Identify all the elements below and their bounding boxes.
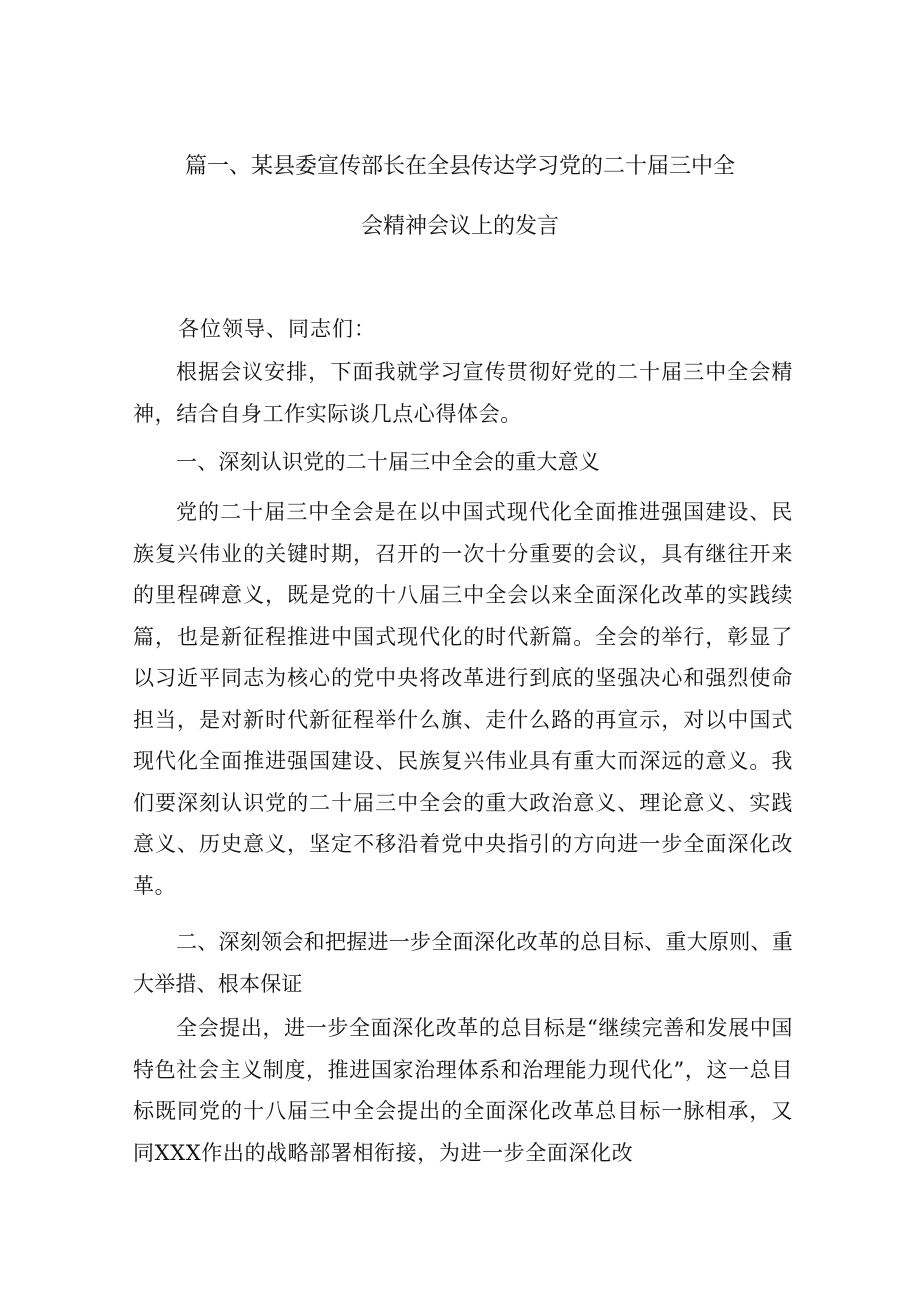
document-title-line-1: 篇一、某县委宣传部长在全县传达学习党的二十届三中全 (184, 154, 735, 179)
document-title-line-2: 会精神会议上的发言 (360, 214, 559, 239)
salutation: 各位领导、同志们： (178, 317, 376, 341)
section-2-paragraph: 全会提出，进一步全面深化改革的总目标是“继续完善和发展中国特色社会主义制度，推进国家治理体系和治理能力现代化”，这一总目标既同党的十八届三中全会提出的全面深化改革总目标一脉相承，又同XXX作出的战略部署相衔接，为进一步全面深化改 (133, 1016, 793, 1165)
section-1-paragraph: 党的二十届三中全会是在以中国式现代化全面推进强国建设、民族复兴伟业的关键时期，召开的一次十分重要的会议，具有继往开来的里程碑意义，既是党的十八届三中全会以来全面深化改革的实践续篇，也是新征程推进中国式现代化的时代新篇。全会的举行，彰显了以习近平同志为核心的党中央将改革进行到底的坚强决心和强烈使命担当，是对新时代新征程举什么旗、走什么路的再宣示，对以中国式现代化全面推进强国建设、民族复兴伟业具有重大而深远的意义。我们要深刻认识党的二十届三中全会的重大政治意义、理论意义、实践意义、历史意义，坚定不移沿着党中央指引的方向进一步全面深化改革。 (133, 500, 793, 898)
intro-paragraph: 根据会议安排，下面我就学习宣传贯彻好党的二十届三中全会精神，结合自身工作实际谈几点心得体会。 (133, 360, 793, 426)
section-1-heading: 一、深刻认识党的二十届三中全会的重大意义 (176, 450, 600, 474)
section-2-heading: 二、深刻领会和把握进一步全面深化改革的总目标、重大原则、重大举措、根本保证 (133, 930, 793, 996)
